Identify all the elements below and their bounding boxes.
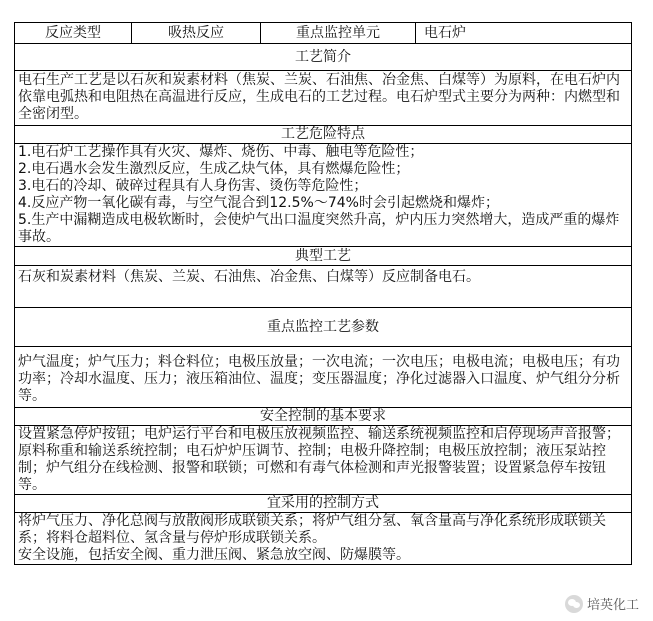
typical-body xyxy=(15,266,632,308)
params-title-row xyxy=(15,308,632,347)
typical-title-row xyxy=(15,247,632,266)
typical-title: 典型工艺 xyxy=(15,247,632,266)
intro-text: 电石生产工艺是以石灰和炭素材料（焦炭、兰炭、石油焦、冶金焦、白煤等）为原料，在电石炉内依靠电弧热和电阻热在高温进行反应，生成电石的工艺过程。电石炉型式主要分为两种：内燃型和全密闭型。 xyxy=(18,72,620,122)
process-safety-table-sheet xyxy=(14,22,632,565)
reaction-type-value: 吸热反应 xyxy=(132,23,261,44)
hazards-body xyxy=(15,144,632,247)
monitor-unit-label: 重点监控单元 xyxy=(261,23,416,44)
safety-body xyxy=(15,426,632,495)
control-text-2: 安全设施，包括安全阀、重力泄压阀、紧急放空阀、防爆膜等。 xyxy=(18,547,410,563)
safety-text: 设置紧急停炉按钮；电炉运行平台和电极压放视频监控、输送系统视频监控和启停现场声音报警；原料称重和输送系统控制；电石炉炉压调节、控制；电极升降控制；电极压放控制；液压泵站控制；炉气组分在线检测、报警和联锁；可燃和有毒气体检测和声光报警装置；设置紧急停车按钮等。 xyxy=(18,426,620,493)
control-text-1: 将炉气压力、净化总阀与放散阀形成联锁关系；将炉气组分氢、氧含量高与净化系统形成联锁关系；将料仓超料位、氢含量与停炉形成联锁关系。 xyxy=(18,513,606,546)
reaction-type-label: 反应类型 xyxy=(15,23,132,44)
params-body xyxy=(15,347,632,408)
params-body-row xyxy=(15,347,632,408)
hazards-title-row xyxy=(15,126,632,144)
intro-title: 工艺简介 xyxy=(15,44,632,71)
hazard-item-2: 2.电石遇水会发生激烈反应，生成乙炔气体，具有燃爆危险性； xyxy=(18,161,410,177)
header-row xyxy=(15,23,632,44)
hazard-item-4: 4.反应产物一氧化碳有毒，与空气混合到12.5%～74%时会引起燃烧和爆炸； xyxy=(18,195,499,211)
control-body xyxy=(15,513,632,565)
hazard-item-3: 3.电石的冷却、破碎过程具有人身伤害、烫伤等危险性； xyxy=(18,178,368,194)
watermark xyxy=(565,594,639,613)
params-text: 炉气温度；炉气压力；料仓料位；电极压放量；一次电流；一次电压；电极电流；电极电压；有功功率；冷却水温度、压力；液压箱油位、温度；变压器温度；净化过滤器入口温度、炉气组分分析等。 xyxy=(18,354,620,404)
control-body-row xyxy=(15,513,632,565)
hazard-item-1: 1.电石炉工艺操作具有火灾、爆炸、烧伤、中毒、触电等危险性； xyxy=(18,144,424,160)
control-title: 宜采用的控制方式 xyxy=(15,495,632,513)
process-table xyxy=(14,22,632,565)
intro-body-row xyxy=(15,71,632,126)
typical-body-row xyxy=(15,266,632,308)
hazard-item-5: 5.生产中漏糊造成电极软断时，会使炉气出口温度突然升高，炉内压力突然增大，造成严重的爆炸事故。 xyxy=(18,212,620,245)
typical-text: 石灰和炭素材料（焦炭、兰炭、石油焦、冶金焦、白煤等）反应制备电石。 xyxy=(18,269,480,285)
safety-body-row xyxy=(15,426,632,495)
monitor-unit-value: 电石炉 xyxy=(416,23,632,44)
safety-title: 安全控制的基本要求 xyxy=(15,408,632,426)
intro-title-row xyxy=(15,44,632,71)
watermark-text: 培英化工 xyxy=(586,598,639,613)
wechat-icon xyxy=(565,595,583,613)
control-title-row xyxy=(15,495,632,513)
intro-body xyxy=(15,71,632,126)
params-title: 重点监控工艺参数 xyxy=(15,308,632,347)
hazards-body-row xyxy=(15,144,632,247)
safety-title-row xyxy=(15,408,632,426)
hazards-title: 工艺危险特点 xyxy=(15,126,632,144)
